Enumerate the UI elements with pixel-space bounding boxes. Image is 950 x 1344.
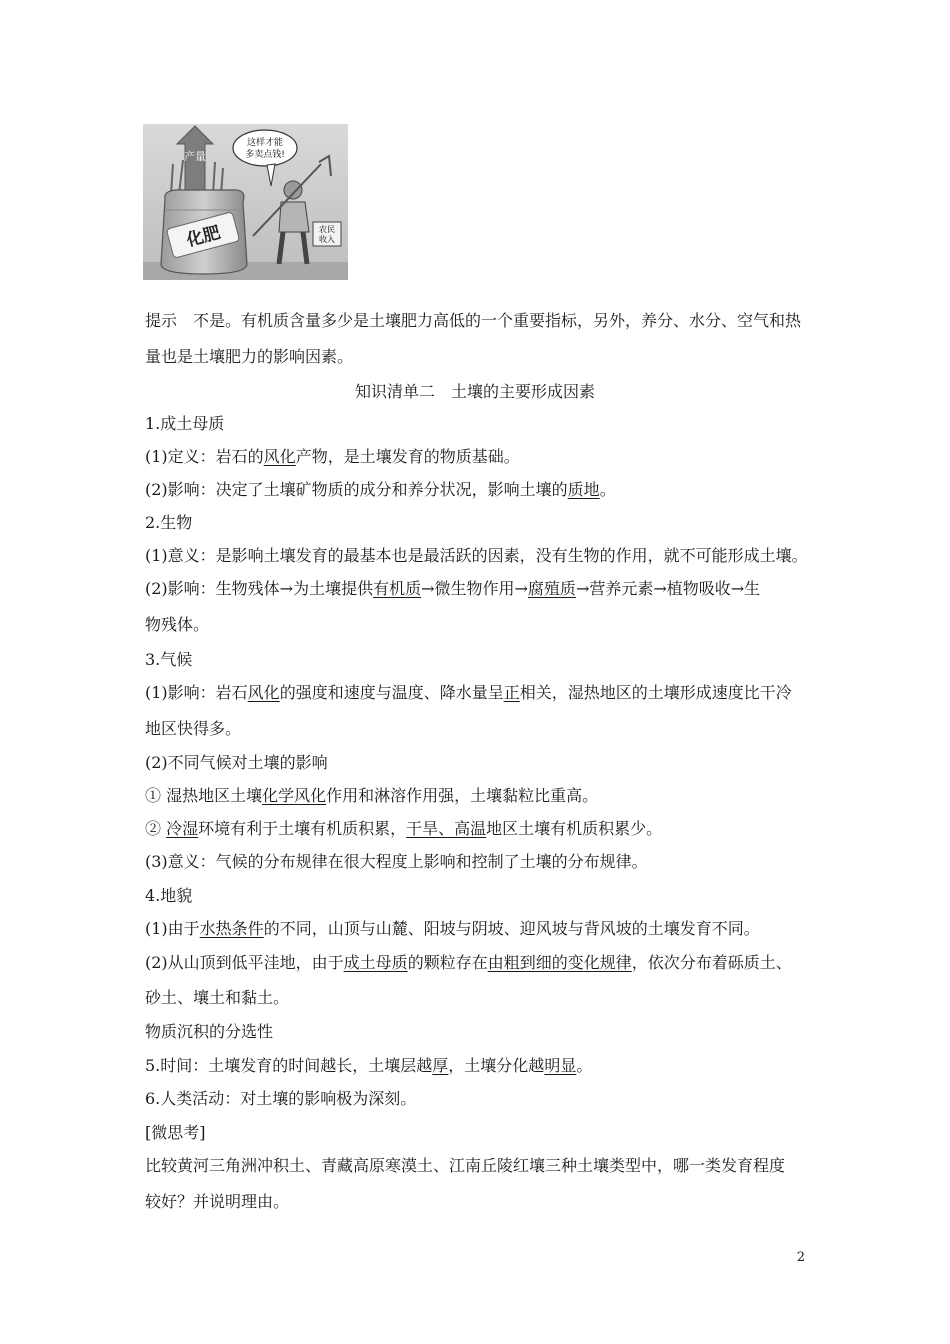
s3-effect: (1)影响：岩石风化的强度和速度与温度、降水量呈正相关，湿热地区的土壤形成速度比干冷 <box>145 683 792 702</box>
s3-meaning: (3)意义：气候的分布规律在很大程度上影响和控制了土壤的分布规律。 <box>145 852 648 871</box>
s1-definition: (1)定义：岩石的风化产物，是土壤发育的物质基础。 <box>145 447 520 466</box>
s3-item-2: ② 冷湿环境有利于土壤有机质积累，干旱、高温地区土壤有机质积累少。 <box>145 819 663 838</box>
think-label: [微思考] <box>145 1123 206 1142</box>
section-title: 知识清单二 土壤的主要形成因素 <box>354 382 595 401</box>
s4-item-2-line-2: 砂土、壤土和黏土。 <box>145 988 290 1007</box>
s4-note: 物质沉积的分选性 <box>145 1022 274 1041</box>
s2-meaning: (1)意义：是影响土壤发育的最基本也是最活跃的因素，没有生物的作用，就不可能形成土壤。 <box>145 546 808 565</box>
s3-title: 3.气候 <box>145 650 193 669</box>
sign-text-1: 农民 <box>319 225 335 234</box>
sack-label: 化肥 <box>184 222 223 251</box>
hint-line-2: 量也是土壤肥力的影响因素。 <box>145 347 354 366</box>
s2-effect-line-2: 物残体。 <box>145 615 210 634</box>
arrow-label: 产量 <box>184 150 206 163</box>
sign-text-2: 收入 <box>319 235 335 244</box>
s6-human-activity: 6.人类活动：对土壤的影响极为深刻。 <box>145 1089 417 1108</box>
think-line-2: 较好？并说明理由。 <box>145 1192 290 1211</box>
s2-title: 2.生物 <box>145 513 193 532</box>
s3-item-1: ① 湿热地区土壤化学风化作用和淋溶作用强，土壤黏粒比重高。 <box>145 786 599 805</box>
bubble-text-1: 这样才能 <box>246 138 284 148</box>
s3-effect-line-2: 地区快得多。 <box>145 719 242 738</box>
s4-title: 4.地貌 <box>145 886 193 905</box>
s3-diff-title: (2)不同气候对土壤的影响 <box>145 753 328 772</box>
fertilizer-cartoon-illustration <box>143 124 348 280</box>
s1-effect: (2)影响：决定了土壤矿物质的成分和养分状况，影响土壤的质地。 <box>145 480 616 499</box>
s4-item-1: (1)由于水热条件的不同，山顶与山麓、阳坡与阴坡、迎风坡与背风坡的土壤发育不同。 <box>145 919 760 938</box>
s5-time: 5.时间：土壤发育的时间越长，土壤层越厚，土壤分化越明显。 <box>145 1056 593 1075</box>
hint-line-1: 提示 不是。有机质含量多少是土壤肥力高低的一个重要指标，另外，养分、水分、空气和热 <box>145 311 802 330</box>
page-number: 2 <box>796 1250 805 1265</box>
s1-title: 1.成土母质 <box>145 414 225 433</box>
bubble-text-2: 多卖点钱! <box>245 150 285 160</box>
s2-effect: (2)影响：生物残体→为土壤提供有机质→微生物作用→腐殖质→营养元素→植物吸收→生 <box>145 579 761 598</box>
s4-item-2: (2)从山顶到低平洼地，由于成土母质的颗粒存在由粗到细的变化规律，依次分布着砾质土、 <box>145 953 792 972</box>
think-line-1: 比较黄河三角洲冲积土、青藏高原寒漠土、江南丘陵红壤三种土壤类型中，哪一类发育程度 <box>145 1156 786 1175</box>
